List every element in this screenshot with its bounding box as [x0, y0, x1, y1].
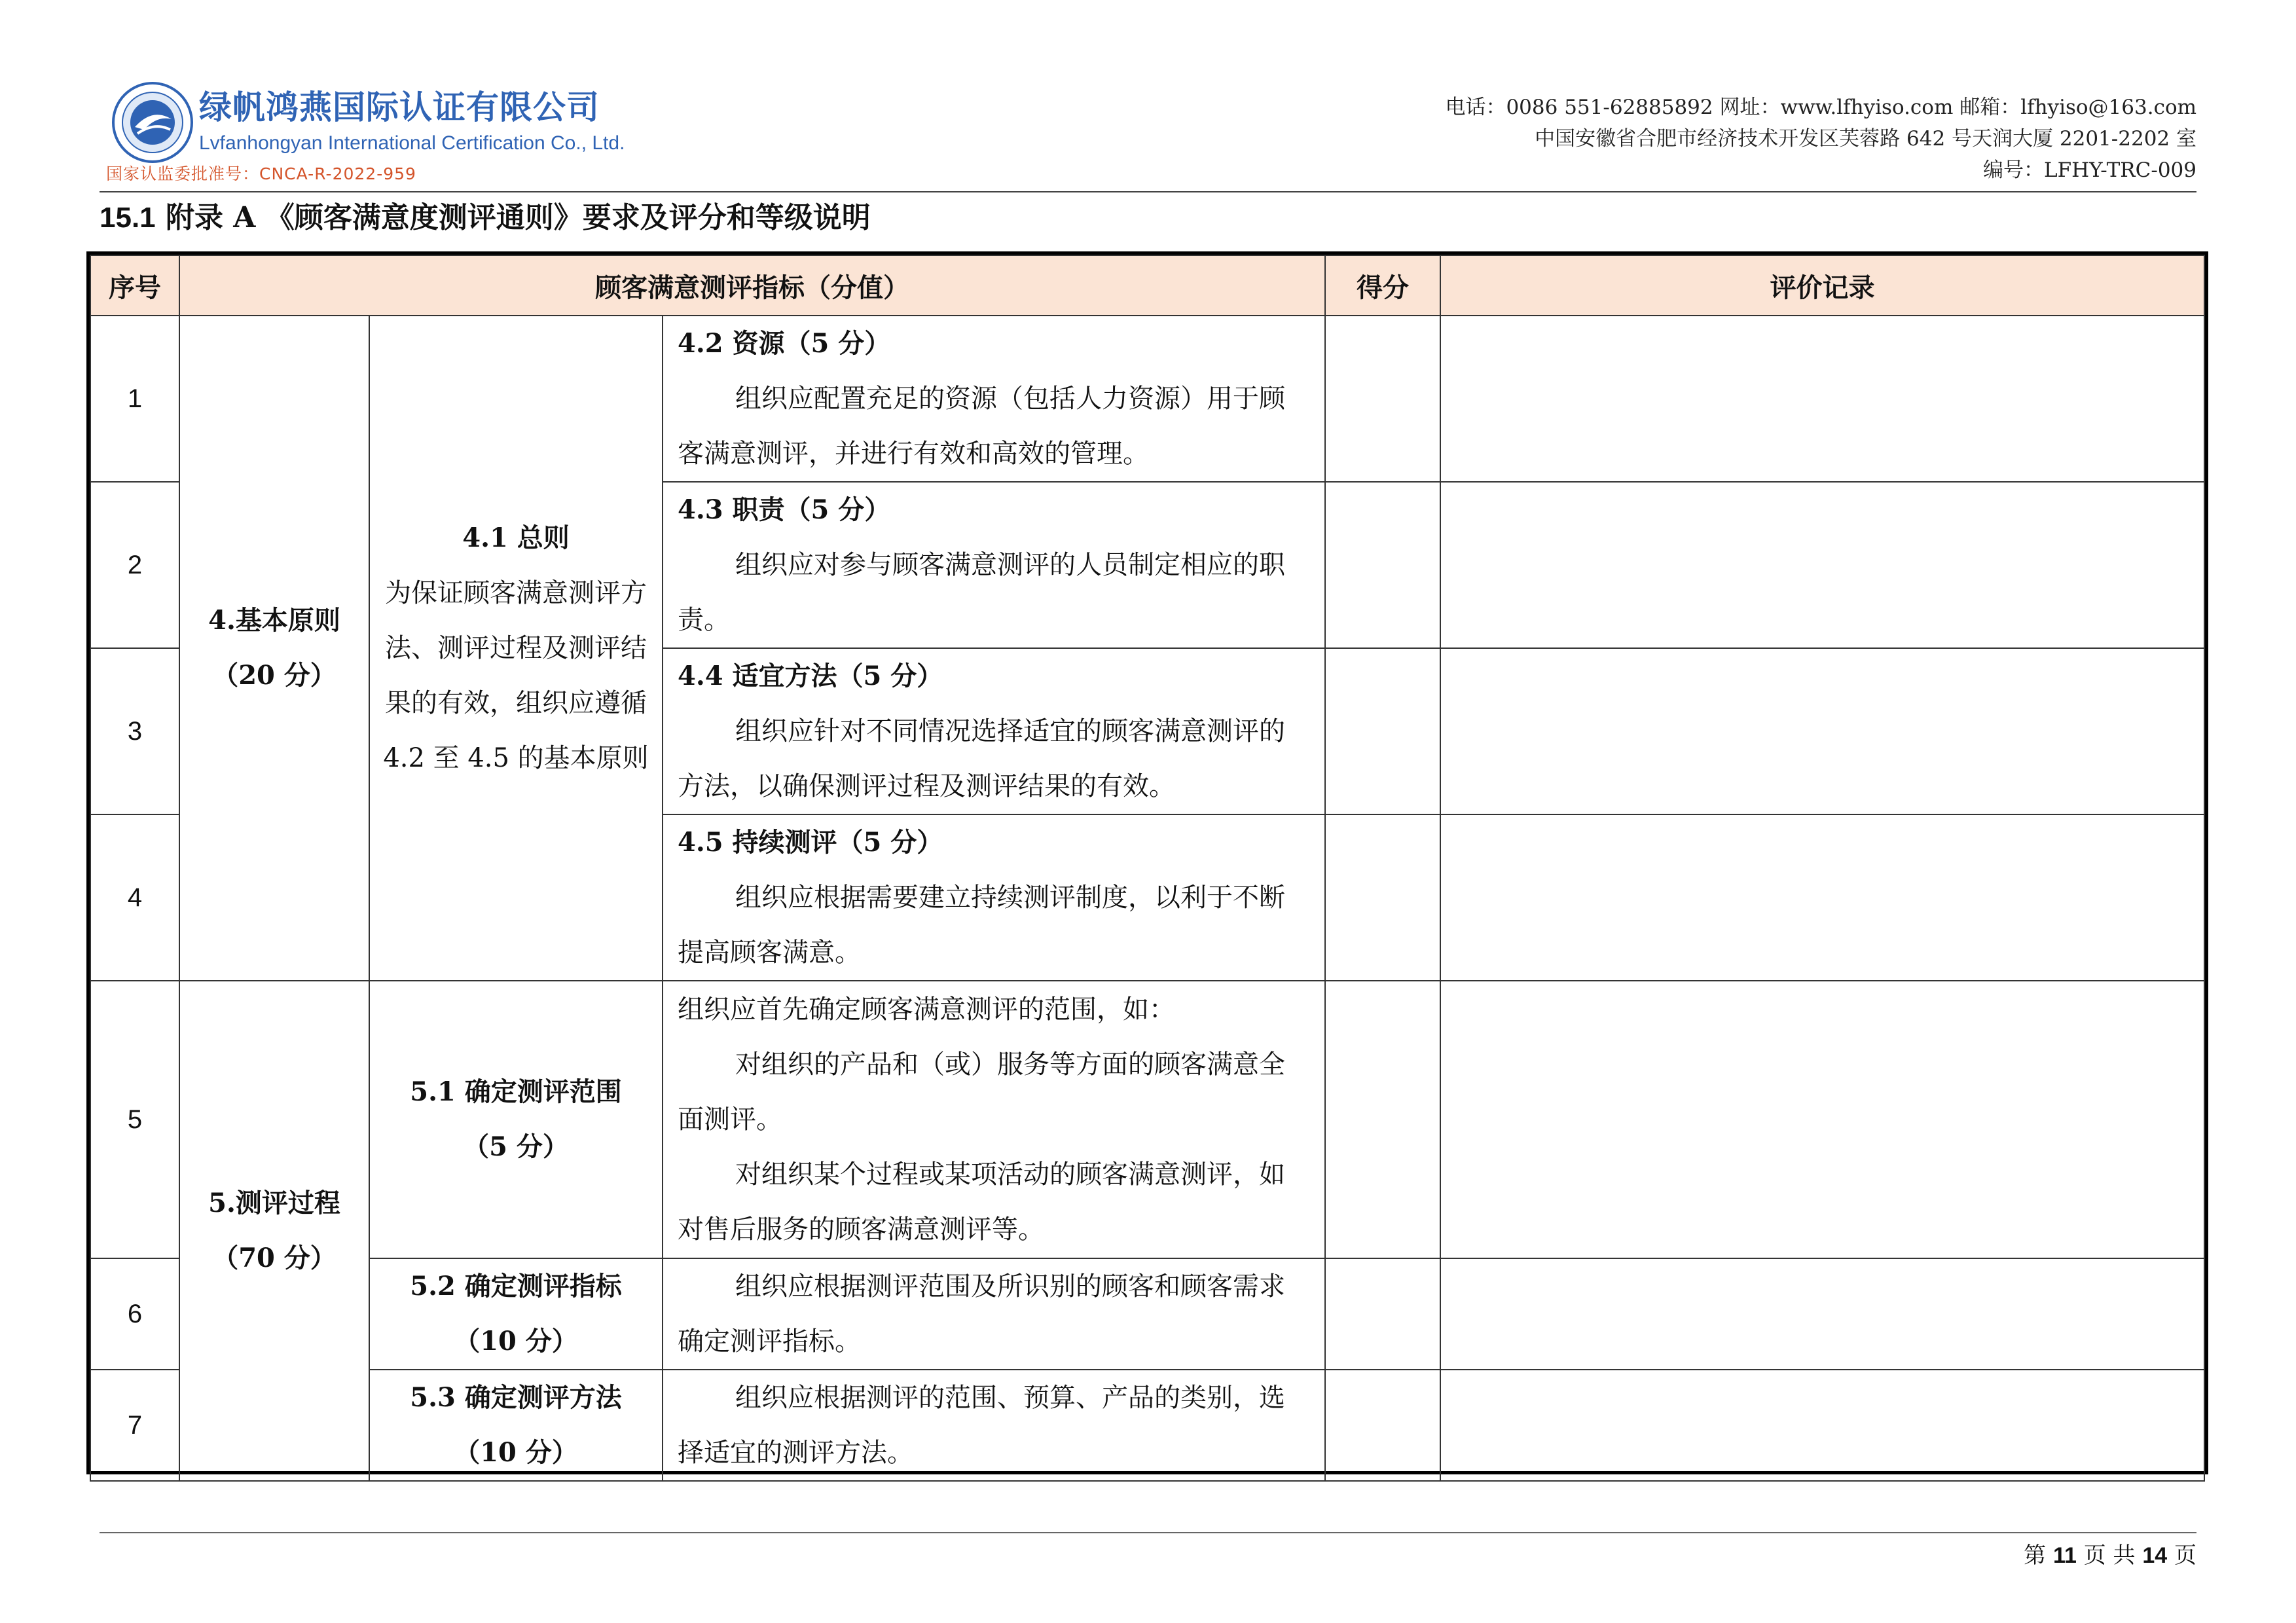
- page-total: 14: [2142, 1543, 2168, 1568]
- indicator-heading: 4.2 资源（5 分）: [678, 328, 891, 359]
- row-number: 7: [90, 1370, 179, 1481]
- indicator-description: [663, 814, 1325, 981]
- contact-info: [1445, 92, 2196, 186]
- table-row: [90, 1258, 2204, 1370]
- score-cell[interactable]: [1325, 814, 1440, 981]
- indicator-description: [663, 981, 1325, 1258]
- company-logo: [106, 76, 625, 187]
- subcategory-points: （5 分）: [463, 1131, 569, 1162]
- indicator-heading: 4.5 持续测评（5 分）: [678, 827, 943, 858]
- record-cell[interactable]: [1440, 648, 2204, 814]
- score-cell[interactable]: [1325, 482, 1440, 648]
- score-cell[interactable]: [1325, 1258, 1440, 1370]
- contact-line-address: 中国安徽省合肥市经济技术开发区芙蓉路 642 号天润大厦 2201-2202 室: [1535, 127, 2196, 151]
- record-cell[interactable]: [1440, 1370, 2204, 1481]
- row-number: 6: [90, 1258, 179, 1370]
- header-divider: [100, 191, 2196, 192]
- category-cell: [179, 316, 369, 981]
- record-cell[interactable]: [1440, 814, 2204, 981]
- indicator-text: 组织应根据测评范围及所识别的顾客和顾客需求确定测评指标。: [678, 1271, 1285, 1357]
- subcategory-text: 为保证顾客满意测评方法、测评过程及测评结果的有效，组织应遵循 4.2 至 4.5 的基本原则: [383, 578, 649, 773]
- indicator-description: [663, 1370, 1325, 1481]
- table-row: [90, 316, 2204, 482]
- indicator-text: 对组织某个过程或某项活动的顾客满意测评，如对售后服务的顾客满意测评等。: [678, 1159, 1285, 1245]
- table-header-row: [90, 255, 2204, 316]
- record-cell[interactable]: [1440, 981, 2204, 1258]
- subcategory-title: 5.1 确定测评范围: [410, 1076, 622, 1107]
- company-name-cn: 绿帆鸿燕国际认证有限公司: [199, 88, 600, 126]
- category-title: 4.基本原则: [208, 605, 340, 636]
- subcategory-cell: [369, 316, 663, 981]
- indicator-text: 组织应配置充足的资源（包括人力资源）用于顾客满意测评，并进行有效和高效的管理。: [678, 384, 1285, 469]
- subcategory-cell: [369, 1370, 663, 1481]
- indicator-text: 组织应针对不同情况选择适宜的顾客满意测评的方法，以确保测评过程及测评结果的有效。: [678, 716, 1285, 801]
- subcategory-title: 5.2 确定测评指标: [410, 1271, 622, 1302]
- section-number: 15.1: [100, 202, 156, 234]
- indicator-text: 组织应根据测评的范围、预算、产品的类别，选择适宜的测评方法。: [678, 1383, 1285, 1468]
- column-header-indicator: 顾客满意测评指标（分值）: [179, 255, 1325, 316]
- score-cell[interactable]: [1325, 981, 1440, 1258]
- category-cell: [179, 981, 369, 1481]
- evaluation-table: [86, 251, 2208, 1474]
- table-row: [90, 981, 2204, 1258]
- indicator-heading: 4.3 职责（5 分）: [678, 494, 891, 525]
- footer-divider: [100, 1532, 2196, 1533]
- record-cell[interactable]: [1440, 482, 2204, 648]
- record-cell[interactable]: [1440, 316, 2204, 482]
- page-current: 11: [2052, 1543, 2077, 1568]
- indicator-heading: 4.4 适宜方法（5 分）: [678, 661, 943, 691]
- document-code: 编号：LFHY-TRC-009: [1983, 158, 2196, 182]
- subcategory-cell: [369, 981, 663, 1258]
- section-title-text: 附录 A 《顾客满意度测评通则》要求及评分和等级说明: [165, 201, 871, 234]
- subcategory-points: （10 分）: [454, 1326, 578, 1357]
- score-cell[interactable]: [1325, 1370, 1440, 1481]
- row-number: 2: [90, 482, 179, 648]
- column-header-score: 得分: [1325, 255, 1440, 316]
- record-cell[interactable]: [1440, 1258, 2204, 1370]
- row-number: 4: [90, 814, 179, 981]
- indicator-text: 组织应对参与顾客满意测评的人员制定相应的职责。: [678, 550, 1285, 635]
- page-middle: 页 共: [2083, 1542, 2136, 1569]
- indicator-description: [663, 1258, 1325, 1370]
- page-number: [2024, 1537, 2196, 1569]
- page-prefix: 第: [2024, 1542, 2047, 1569]
- subcategory-title: 5.3 确定测评方法: [410, 1382, 622, 1413]
- section-title: [100, 194, 871, 236]
- score-cell[interactable]: [1325, 648, 1440, 814]
- category-points: （70 分）: [212, 1243, 337, 1273]
- subcategory-title: 4.1 总则: [462, 522, 570, 553]
- indicator-description: [663, 316, 1325, 482]
- row-number: 5: [90, 981, 179, 1258]
- subcategory-cell: [369, 1258, 663, 1370]
- approval-number: 国家认监委批准号：CNCA-R-2022-959: [106, 164, 416, 183]
- table-row: [90, 1370, 2204, 1481]
- indicator-description: [663, 648, 1325, 814]
- score-cell[interactable]: [1325, 316, 1440, 482]
- column-header-record: 评价记录: [1440, 255, 2204, 316]
- indicator-description: [663, 482, 1325, 648]
- category-title: 5.测评过程: [208, 1188, 340, 1218]
- column-header-no: 序号: [90, 255, 179, 316]
- indicator-text: 组织应根据需要建立持续测评制度，以利于不断提高顾客满意。: [678, 883, 1285, 968]
- page-suffix: 页: [2174, 1542, 2196, 1569]
- row-number: 1: [90, 316, 179, 482]
- indicator-text: 组织应首先确定顾客满意测评的范围，如：: [678, 994, 1175, 1025]
- row-number: 3: [90, 648, 179, 814]
- indicator-text: 对组织的产品和（或）服务等方面的顾客满意全面测评。: [678, 1049, 1285, 1135]
- category-points: （20 分）: [212, 660, 337, 691]
- company-seal-icon: [111, 81, 194, 164]
- subcategory-points: （10 分）: [454, 1437, 578, 1468]
- company-name-en: Lvfanhongyan International Certification Co., Ltd.: [199, 132, 625, 154]
- contact-line-phone-web-email: 电话：0086 551-62885892 网址：www.lfhyiso.com 邮箱：lfhyiso@163.com: [1445, 96, 2196, 119]
